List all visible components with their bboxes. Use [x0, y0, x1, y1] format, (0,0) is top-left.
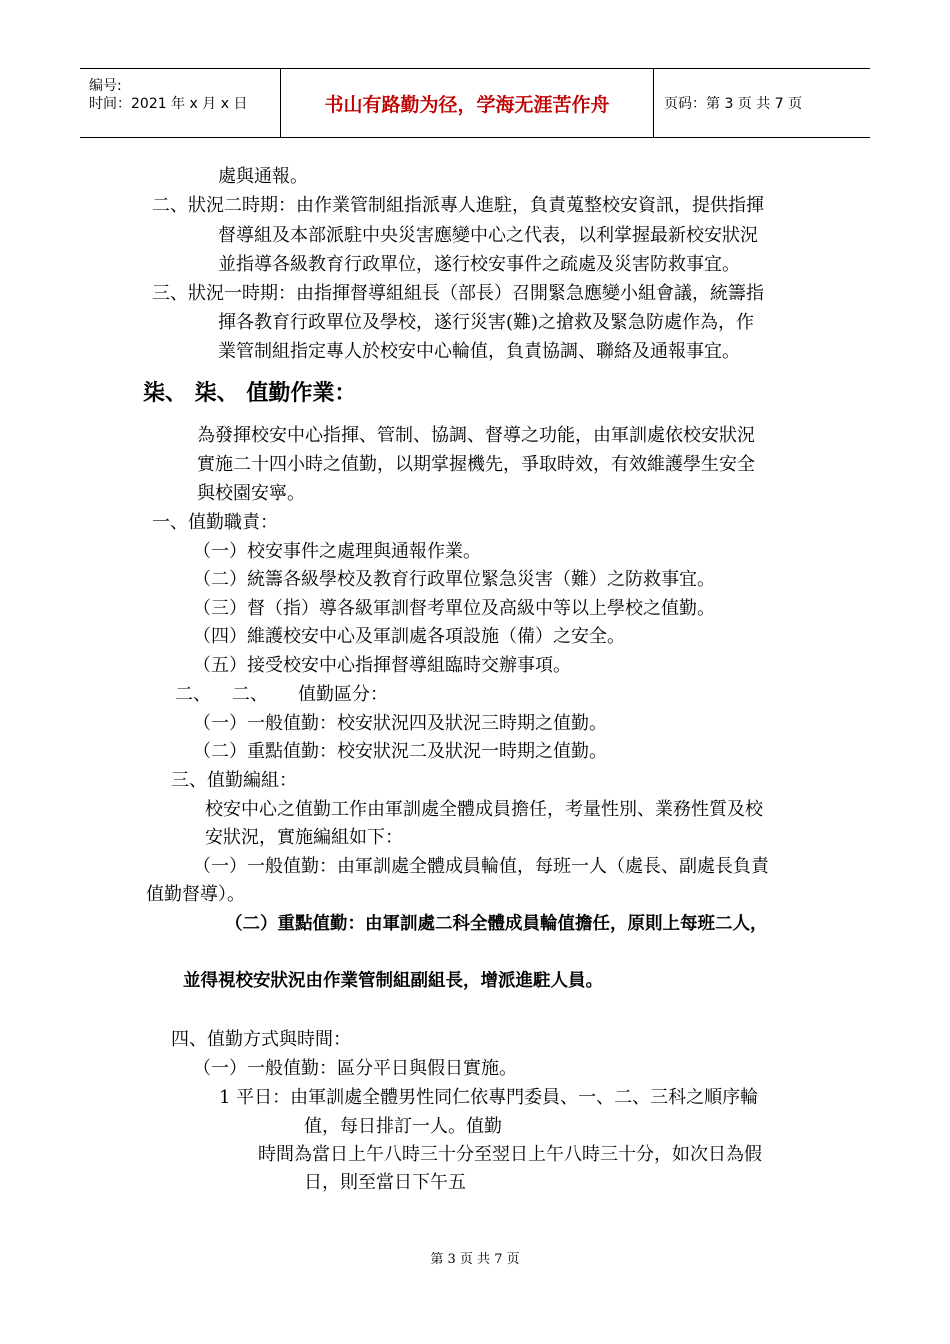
- text-line: 處與通報。: [218, 166, 308, 187]
- text-line: 四、值勤方式與時間：: [171, 1029, 351, 1050]
- text-line: 督導組及本部派駐中央災害應變中心之代表，以利掌握最新校安狀況: [218, 225, 758, 246]
- text-line: （三）督（指）導各級軍訓督考單位及高級中等以上學校之值勤。: [193, 598, 715, 619]
- text-line: 二、狀況二時期：由作業管制組指派專人進駐，負責蒐整校安資訊，提供指揮: [152, 195, 764, 216]
- text-line: 揮各教育行政單位及學校，遂行災害(難)之搶救及緊急防處作為，作: [218, 312, 755, 333]
- document-time-label: 时间：2021 年 x 月 x 日: [89, 96, 248, 112]
- text-line: 日，則至當日下午五: [304, 1172, 466, 1193]
- text-line: （四）維護校安中心及軍訓處各項設施（備）之安全。: [193, 626, 625, 647]
- text-line: （二）統籌各級學校及教育行政單位緊急災害（難）之防救事宜。: [193, 569, 715, 590]
- text-line: 校安中心之值勤工作由軍訓處全體成員擔任，考量性別、業務性質及校: [205, 799, 763, 820]
- text-line: 三、值勤編組：: [171, 770, 297, 791]
- text-line: 與校園安寧。: [197, 483, 305, 504]
- text-line: （一）一般值勤：區分平日與假日實施。: [193, 1058, 517, 1079]
- text-line: 三、狀況一時期：由指揮督導組組長（部長）召開緊急應變小組會議，統籌指: [152, 283, 764, 304]
- text-line: 時間為當日上午八時三十分至翌日上午八時三十分，如次日為假: [258, 1144, 762, 1165]
- text-line: 值，每日排訂一人。值勤: [304, 1116, 502, 1137]
- text-line: 值勤督導）。: [146, 884, 245, 905]
- text-line: 一、值勤職責：: [152, 512, 278, 533]
- footer-page-number: 第 3 页 共 7 页: [430, 1252, 520, 1267]
- text-line: （二）重點值勤：校安狀況二及狀況一時期之值勤。: [193, 741, 607, 762]
- text-line-bold: 並得視校安狀況由作業管制組副組長，增派進駐人員。: [183, 971, 603, 991]
- text-line: 並指導各級教育行政單位，遂行校安事件之疏處及災害防救事宜。: [218, 254, 740, 275]
- header-motto: 书山有路勤为径，学海无涯苦作舟: [281, 69, 654, 137]
- text-line: （五）接受校安中心指揮督導組臨時交辦事項。: [193, 655, 571, 676]
- text-line: （一）一般值勤：由軍訓處全體成員輪值，每班一人（處長、副處長負責: [193, 856, 769, 877]
- text-line: 值勤區分：: [298, 684, 388, 705]
- text-line: 二、: [175, 684, 211, 705]
- text-line: 1 平日：由軍訓處全體男性同仁依專門委員、一、二、三科之順序輪: [219, 1087, 759, 1108]
- header-page-number: 页码：第 3 页 共 7 页: [664, 96, 803, 112]
- text-line: （一）校安事件之處理與通報作業。: [193, 541, 481, 562]
- text-line-bold: （二）重點值勤：由軍訓處二科全體成員輪值擔任，原則上每班二人，: [225, 914, 768, 934]
- section-heading: 柒、 柒、 值勤作業：: [143, 380, 357, 406]
- text-line: 安狀況，實施編組如下：: [205, 827, 403, 848]
- document-number-label: 编号:: [89, 78, 122, 94]
- text-line: 業管制組指定專人於校安中心輪值，負責協調、聯絡及通報事宜。: [218, 341, 740, 362]
- header-table: [80, 68, 870, 138]
- text-line: （一）一般值勤：校安狀況四及狀況三時期之值勤。: [193, 713, 607, 734]
- text-line: 為發揮校安中心指揮、管制、協調、督導之功能，由軍訓處依校安狀況: [197, 425, 755, 446]
- text-line: 二、: [232, 684, 268, 705]
- text-line: 實施二十四小時之值勤，以期掌握機先，爭取時效，有效維護學生安全: [197, 454, 755, 475]
- header-info-cell: [80, 69, 281, 137]
